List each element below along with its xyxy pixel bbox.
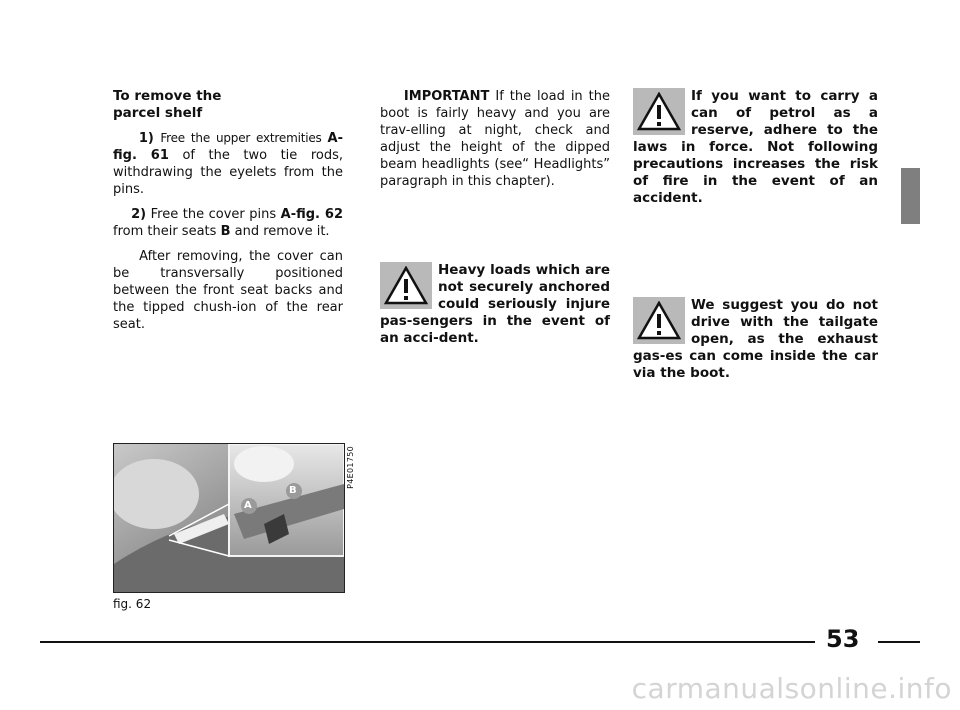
important-note [380, 88, 610, 190]
paragraph-after-removing [113, 248, 343, 333]
warning-triangle-icon [633, 297, 685, 344]
step-2-text-a: Free the cover pins [150, 207, 281, 222]
watermark: carmanualsonline.info [631, 672, 952, 705]
important-text: If the load in the boot is fairly heavy and you are trav-elling at night, check and adjust the height of the dipped beam headlights (see“ Headlights” paragraph in this chapter). [380, 89, 610, 189]
title-line-2: parcel shelf [113, 105, 203, 121]
footer-rule-left [40, 641, 815, 643]
step-2-ref: A-fig. 62 [280, 207, 343, 222]
warning-tailgate [633, 297, 878, 382]
step-1-ref: A-fig. 61 [113, 131, 343, 163]
marker-b-label: B [289, 485, 297, 496]
warning-heavy-text: Heavy loads which are not securely anchored could seriously injure pas-sengers in the event of an acci-dent. [380, 262, 610, 346]
page-number: 53 [826, 625, 860, 653]
figure-code: P4E01750 [346, 446, 355, 489]
important-label: IMPORTANT [403, 89, 490, 104]
step-2-text-c: and remove it. [230, 224, 330, 239]
figure-62-photo [113, 443, 345, 593]
step-2 [113, 206, 343, 240]
section-title [113, 88, 343, 122]
title-line-1: To remove the [113, 88, 222, 104]
photo-illustration [114, 444, 344, 592]
marker-a-label: A [244, 500, 252, 511]
warning-triangle-icon [380, 262, 432, 309]
section-tab-marker [901, 168, 920, 224]
step-1-text-b: of the two tie rods, withdrawing the eyelets from the pins. [113, 148, 343, 197]
figure-caption: fig. 62 [113, 597, 152, 611]
warning-tailgate-text: We suggest you do not drive with the tailgate open, as the exhaust gas-es can come inside the car via the boot. [633, 297, 878, 381]
footer-rule-right [878, 641, 920, 643]
warning-petrol-text: If you want to carry a can of petrol as a reserve, adhere to the laws in force. Not following precautions increases the risk of fire in the event of an accident. [633, 88, 878, 206]
warning-heavy-loads [380, 262, 610, 347]
column-important [380, 88, 610, 190]
column-remove-shelf [113, 88, 343, 333]
paragraph-after-removing-text: After removing, the cover can be transversally positioned between the front seat backs and the tipped chush-ion of the rear seat. [113, 249, 343, 332]
step-2-ref-b: B [220, 224, 231, 239]
step-1 [113, 130, 343, 198]
warning-triangle-icon [633, 88, 685, 135]
step-1-number: 1) [138, 131, 154, 146]
step-2-number: 2) [131, 207, 147, 222]
step-2-text-b: from their seats [113, 224, 221, 239]
step-1-text-a: Free the upper extremities [160, 131, 328, 145]
warning-petrol-can [633, 88, 878, 207]
